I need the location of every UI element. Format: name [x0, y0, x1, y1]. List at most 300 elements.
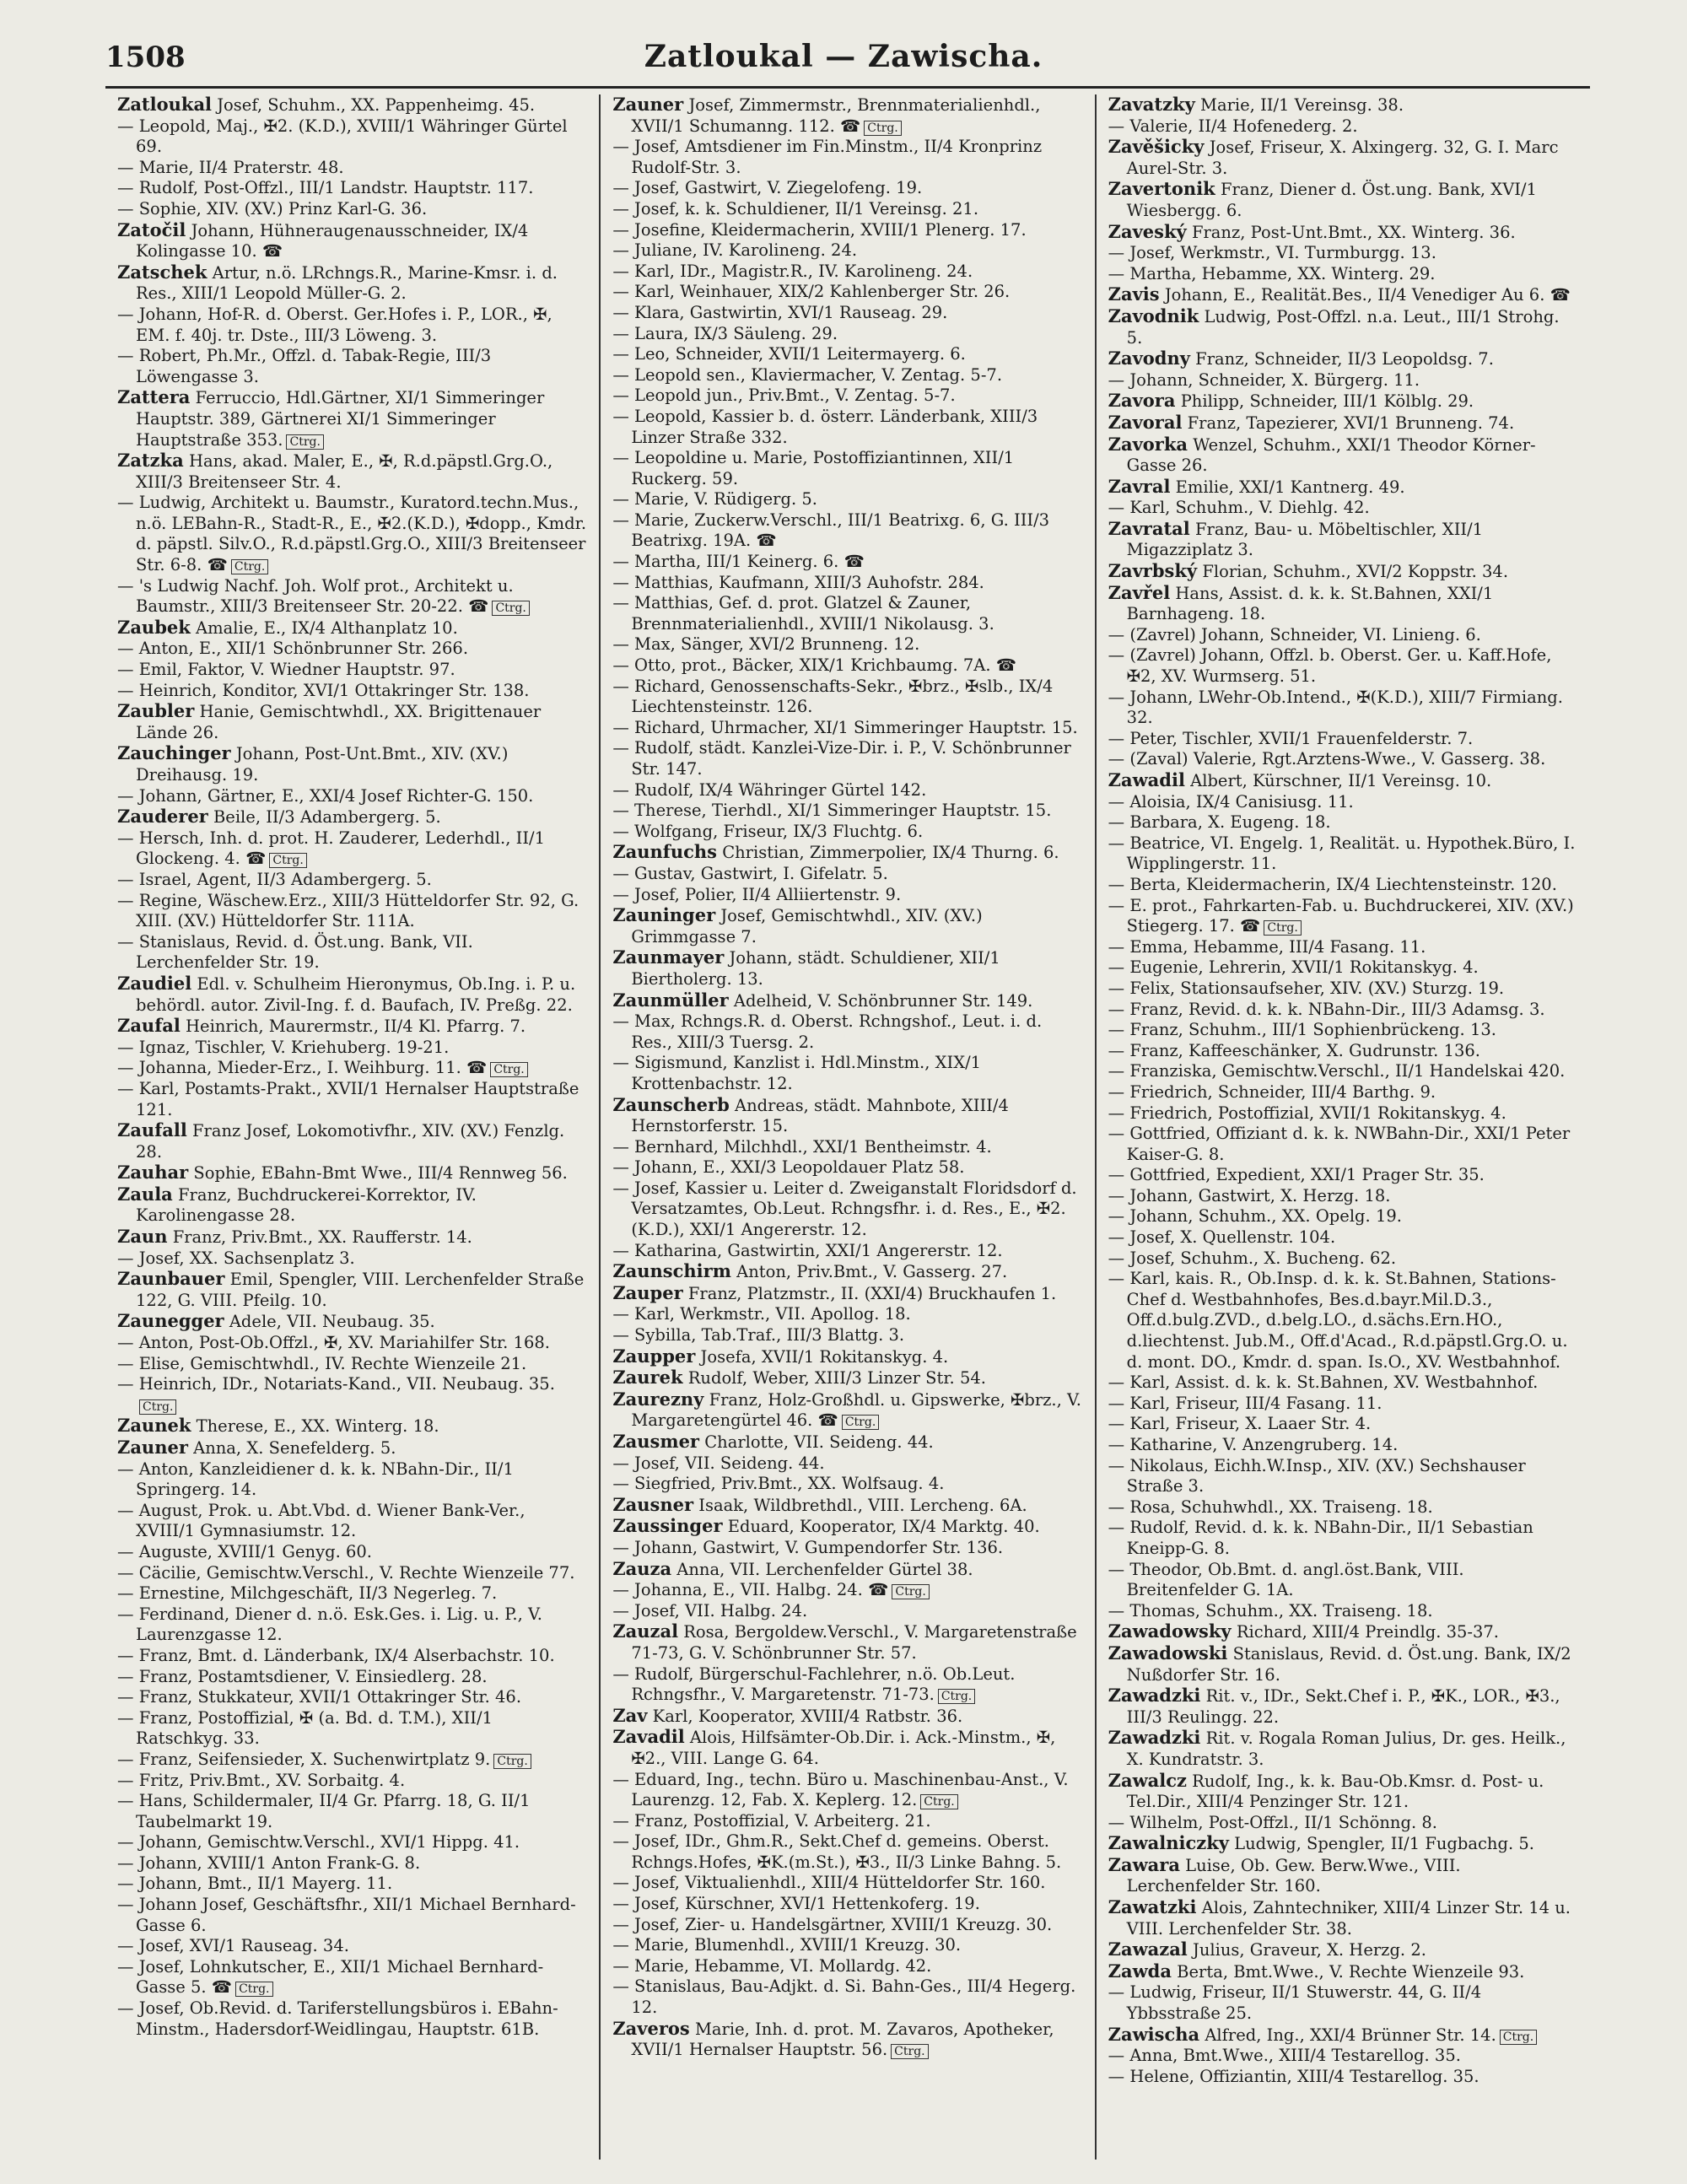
directory-entry [117, 1184, 587, 1227]
entry-surname: Zaunschirm [612, 1260, 731, 1282]
entry-surname: Zavěšicky [1108, 136, 1205, 158]
directory-entry [117, 305, 587, 346]
entry-text: Franz, Diener d. Öst.ung. Bank, XVI/1 Wiesbergg. 6. [1126, 180, 1537, 220]
directory-entry [612, 1706, 1082, 1728]
directory-entry [612, 386, 1082, 407]
entry-surname: Zavřel [1108, 581, 1171, 603]
directory-entry [117, 870, 587, 891]
directory-entry [117, 158, 587, 179]
entry-text: — Israel, Agent, II/3 Adambergerg. 5. [117, 869, 432, 889]
entry-text: Adele, VII. Neubaug. 35. [229, 1312, 435, 1332]
directory-entry [612, 199, 1082, 220]
entry-text: — Hersch, Inh. d. prot. H. Zauderer, Lederhdl., II/1 Glockeng. 4. ☎ [117, 828, 546, 869]
entry-surname: Zauza [612, 1557, 672, 1579]
entry-text: Franz, Priv.Bmt., XX. Raufferstr. 14. [172, 1227, 472, 1248]
directory-entry [612, 1474, 1082, 1495]
entry-text: — Regine, Wäschew.Erz., XIII/3 Hütteldorfer Str. 92, G. XIII. (XV.) Hütteldorfer Str. 111A. [117, 890, 579, 931]
entry-text: — Franz, Postamtsdiener, V. Einsiedlerg. 28. [117, 1666, 488, 1686]
entry-surname: Zaunmüller [612, 989, 729, 1011]
entry-text: — Josef, IDr., Ghm.R., Sekt.Chef d. gemeins. Oberst. Rchngs.Hofes, ✠K.(m.St.), ✠3., II/3 Linke Bahng. 5. [612, 1831, 1062, 1872]
directory-entry [612, 220, 1082, 241]
entry-text: — Fritz, Priv.Bmt., XV. Sorbaitg. 4. [117, 1770, 406, 1790]
entry-text: Adelheid, V. Schönbrunner Str. 149. [733, 990, 1033, 1011]
entry-text: — Friedrich, Schneider, III/4 Barthg. 9. [1108, 1081, 1436, 1102]
directory-entry [1108, 957, 1578, 979]
entry-text: — 's Ludwig Nachf. Joh. Wolf prot., Architekt u. Baumstr., XIII/3 Breitenseer Str. 20-22. ☎ [117, 575, 514, 617]
entry-text: — Rudolf, Revid. d. k. k. NBahn-Dir., II/1 Sebastian Kneipp-G. 8. [1108, 1518, 1533, 1558]
directory-entry [1108, 1497, 1578, 1518]
entry-surname: Zawara [1108, 1853, 1180, 1875]
directory-entry [612, 801, 1082, 822]
entry-text: Franz, Platzmstr., II. (XXI/4) Bruckhaufen 1. [687, 1283, 1057, 1303]
entry-surname: Zauner [612, 94, 684, 115]
entry-text: Heinrich, Maurermstr., II/4 Kl. Pfarrg. 7. [186, 1017, 526, 1037]
entry-text: — Cäcilie, Gemischtw.Verschl., V. Rechte Wienzeile 77. [117, 1562, 575, 1583]
directory-entry [612, 1915, 1082, 1936]
directory-entry [117, 1563, 587, 1584]
directory-entry [612, 365, 1082, 386]
entry-text: — Josef, Zier- u. Handelsgärtner, XVIII/1 Kreuzg. 30. [612, 1914, 1053, 1934]
entry-text: — Leopold jun., Priv.Bmt., V. Zentag. 5-7. [612, 386, 956, 406]
directory-entry [117, 1374, 587, 1416]
entry-text: Johann, Post-Unt.Bmt., XIV. (XV.) Dreihausg. 19. [136, 744, 509, 785]
entry-text: — Berta, Kleidermacherin, IX/4 Liechtensteinstr. 120. [1108, 874, 1557, 894]
entry-surname: Zaufall [117, 1119, 187, 1141]
entry-text: — Josef, XX. Sachsenplatz 3. [117, 1248, 355, 1268]
directory-entry [612, 573, 1082, 594]
entry-text: Sophie, EBahn-Bmt Wwe., III/4 Rennweg 56. [193, 1163, 568, 1184]
directory-entry [1108, 434, 1578, 477]
directory-entry [1108, 1833, 1578, 1855]
directory-entry [117, 1437, 587, 1459]
directory-entry [1108, 1372, 1578, 1394]
entry-text: — Karl, Postamts-Prakt., XVII/1 Hernalser Hauptstraße 121. [117, 1078, 579, 1119]
entry-surname: Zatloukal [117, 94, 213, 115]
entry-text: Josefa, XVII/1 Rokitanskyg. 4. [700, 1346, 949, 1367]
registered-badge: Ctrg. [269, 853, 306, 868]
entry-text: — Ignaz, Tischler, V. Kriehuberg. 19-21. [117, 1037, 450, 1057]
directory-entry [117, 1791, 587, 1832]
directory-entry [1108, 1621, 1578, 1643]
entry-surname: Zaubek [117, 616, 191, 638]
entry-text: — Richard, Genossenschafts-Sekr., ✠brz., ✠slb., IX/4 Liechtensteinstr. 126. [612, 676, 1054, 717]
entry-text: — Franz, Postoffizial, V. Arbeiterg. 21. [612, 1810, 931, 1831]
directory-entry [117, 1162, 587, 1184]
directory-entry [1108, 1601, 1578, 1622]
entry-text: — Rosa, Schuhwhdl., XX. Traiseng. 18. [1108, 1496, 1433, 1517]
directory-entry [612, 1346, 1082, 1368]
directory-entry [1108, 688, 1578, 729]
column-1 [105, 94, 599, 2160]
directory-entry [117, 617, 587, 639]
entry-surname: Zavrbský [1108, 560, 1198, 582]
directory-entry [117, 116, 587, 158]
directory-entry [1108, 875, 1578, 896]
entry-text: — Matthias, Kaufmann, XIII/3 Auhofstr. 284. [612, 572, 984, 592]
entry-text: — Otto, prot., Bäcker, XIX/1 Krichbaumg. 7A. ☎ [612, 655, 1017, 676]
entry-text: Rit. v., IDr., Sekt.Chef i. P., ✠K., LOR., ✠3., III/3 Reulingg. 22. [1126, 1686, 1560, 1727]
directory-entry [117, 346, 587, 387]
entry-text: — Marie, II/4 Praterstr. 48. [117, 157, 344, 177]
entry-text: — Johann, XVIII/1 Anton Frank-G. 8. [117, 1852, 421, 1873]
directory-entry [117, 1957, 587, 1998]
directory-entry [117, 1583, 587, 1604]
entry-text: — Eugenie, Lehrerin, XVII/1 Rokitanskyg. 4. [1108, 957, 1479, 978]
entry-text: — Robert, Ph.Mr., Offzl. d. Tabak-Regie, III/3 Löwengasse 3. [117, 346, 492, 386]
entry-surname: Zaupper [612, 1345, 696, 1367]
directory-entry [1108, 116, 1578, 138]
entry-text: — Johann, Schneider, X. Bürgerg. 11. [1108, 369, 1420, 390]
directory-entry [612, 1432, 1082, 1453]
entry-text: — Martha, III/1 Keinerg. 6. ☎ [612, 552, 865, 572]
entry-surname: Zavorka [1108, 433, 1188, 455]
entry-text: Christian, Zimmerpolier, IX/4 Thurng. 6. [722, 843, 1059, 863]
registered-badge: Ctrg. [864, 121, 901, 136]
directory-entry [1108, 1728, 1578, 1770]
directory-entry [612, 324, 1082, 345]
entry-surname: Zaurek [612, 1367, 683, 1389]
entry-text: Josef, Friseur, X. Alxingerg. 32, G. I. Marc Aurel-Str. 3. [1126, 138, 1559, 178]
directory-entry [117, 1832, 587, 1853]
directory-entry [117, 743, 587, 785]
directory-entry [1108, 561, 1578, 583]
directory-entry [612, 240, 1082, 262]
entry-surname: Zauninger [612, 904, 716, 926]
entry-text: Johann, Hühneraugenausschneider, IX/4 Kolingasse 10. ☎ [136, 220, 529, 262]
entry-text: — Elise, Gemischtwhdl., IV. Rechte Wienzeile 21. [117, 1353, 527, 1373]
directory-entry [1108, 1165, 1578, 1186]
directory-entry [117, 1667, 587, 1688]
directory-entry [1108, 1041, 1578, 1062]
directory-entry [612, 282, 1082, 303]
entry-text: Eduard, Kooperator, IX/4 Marktg. 40. [727, 1517, 1040, 1537]
entry-text: Hans, Assist. d. k. k. St.Bahnen, XXI/1 Barnhageng. 18. [1126, 583, 1494, 624]
directory-entry [1108, 625, 1578, 646]
directory-entry [117, 576, 587, 617]
entry-text: Philipp, Schneider, III/1 Kölblg. 29. [1180, 391, 1474, 412]
entry-text: — Franz, Bmt. d. Länderbank, IX/4 Alserbachstr. 10. [117, 1645, 555, 1665]
entry-surname: Zauper [612, 1281, 683, 1303]
entry-text: Edl. v. Schulheim Hieronymus, Ob.Ing. i. P. u. behördl. autor. Zivil-Ing. f. d. Baufach, IV. Preßg. 22. [136, 973, 576, 1015]
entry-text: Franz, Holz-Großhdl. u. Gipswerke, ✠brz., V. Margaretengürtel 46. ☎ [631, 1389, 1081, 1431]
entry-text: Artur, n.ö. LRchngs.R., Marine-Kmsr. i. d. Res., XIII/1 Leopold Müller-G. 2. [136, 262, 558, 304]
entry-text: — Josef, Kürschner, XVI/1 Hettenkoferg. 19. [612, 1894, 980, 1914]
entry-text: — Emma, Hebamme, III/4 Fasang. 11. [1108, 936, 1426, 957]
entry-surname: Zaveros [612, 2017, 690, 2039]
entry-surname: Zav [612, 1704, 648, 1726]
entry-text: — Karl, Weinhauer, XIX/2 Kahlenberger Str. 26. [612, 282, 1011, 302]
directory-entry [117, 387, 587, 450]
registered-badge: Ctrg. [892, 1584, 929, 1599]
entry-surname: Zaunek [117, 1415, 191, 1437]
entry-text: Marie, II/1 Vereinsg. 38. [1199, 95, 1404, 115]
entry-text: Alfred, Ing., XXI/4 Brünner Str. 14. [1205, 2025, 1496, 2045]
directory-entry [612, 1367, 1082, 1389]
directory-entry [117, 1646, 587, 1667]
registered-badge: Ctrg. [920, 1794, 957, 1809]
entry-text: — Rudolf, Post-Offzl., III/1 Landstr. Hauptstr. 117. [117, 178, 534, 198]
entry-text: — Karl, Friseur, X. Laaer Str. 4. [1108, 1414, 1372, 1434]
entry-text: — Josef, VII. Seideng. 44. [612, 1453, 825, 1473]
directory-entry [117, 1354, 587, 1375]
directory-entry [1108, 583, 1578, 625]
directory-entry [117, 220, 587, 262]
entry-text: — Emil, Faktor, V. Wiedner Hauptstr. 97. [117, 660, 455, 680]
directory-entry [1108, 1560, 1578, 1601]
directory-entry [1108, 729, 1578, 750]
entry-surname: Zawalniczky [1108, 1832, 1229, 1854]
entry-text: Therese, E., XX. Winterg. 18. [196, 1416, 439, 1437]
directory-entry [117, 1936, 587, 1957]
entry-text: Hanie, Gemischtwhdl., XX. Brigittenauer Lände 26. [136, 702, 542, 742]
registered-badge: Ctrg. [842, 1415, 879, 1430]
entry-text: — (Zaval) Valerie, Rgt.Arztens-Wwe., V. Gasserg. 38. [1108, 749, 1546, 769]
entry-surname: Zawadowski [1108, 1642, 1228, 1664]
directory-entry [1108, 1124, 1578, 1165]
directory-entry [612, 178, 1082, 199]
entry-surname: Zauzal [612, 1620, 679, 1642]
directory-entry [117, 1269, 587, 1311]
directory-entry [1108, 1206, 1578, 1227]
directory-entry [612, 1495, 1082, 1517]
entry-text: — Franz, Schuhm., III/1 Sophienbrückeng. 13. [1108, 1020, 1496, 1040]
directory-entry [612, 718, 1082, 739]
column-2 [599, 94, 1094, 2160]
entry-text: Rudolf, Weber, XIII/3 Linzer Str. 54. [687, 1368, 986, 1389]
entry-text: Anna, X. Senefelderg. 5. [193, 1438, 396, 1458]
directory-entry [1108, 1103, 1578, 1124]
entry-text: — Johann, Gastwirt, X. Herzg. 18. [1108, 1185, 1391, 1205]
directory-columns [105, 94, 1590, 2160]
directory-entry [612, 489, 1082, 510]
directory-entry [117, 1248, 587, 1270]
entry-surname: Zaunscherb [612, 1093, 730, 1115]
entry-text: Beile, II/3 Adambergerg. 5. [213, 807, 441, 828]
directory-entry [1108, 770, 1578, 792]
entry-text: — Josef, Polier, II/4 Alliiertenstr. 9. [612, 884, 902, 904]
directory-entry [1108, 348, 1578, 370]
directory-entry [612, 1664, 1082, 1706]
directory-entry [612, 1516, 1082, 1538]
entry-text: — Johann, Gemischtw.Verschl., XVI/1 Hippg. 41. [117, 1832, 520, 1852]
entry-text: — Franz, Kaffeeschänker, X. Gudrunstr. 136. [1108, 1040, 1480, 1060]
entry-text: — Karl, Assist. d. k. k. St.Bahnen, XV. Westbahnhof. [1108, 1372, 1539, 1393]
entry-text: Johann, städt. Schuldiener, XII/1 Biertholerg. 13. [631, 948, 1000, 989]
entry-text: — Ernestine, Milchgeschäft, II/3 Negerleg. 7. [117, 1583, 498, 1604]
directory-entry [117, 891, 587, 932]
entry-text: Ferruccio, Hdl.Gärtner, XI/1 Simmeringer Hauptstr. 389, Gärtnerei XI/1 Simmeringer Hauptstraße 353. [136, 388, 545, 450]
entry-surname: Zavral [1108, 475, 1171, 497]
entry-text: — Valerie, II/4 Hofenederg. 2. [1108, 116, 1358, 136]
directory-entry [1108, 792, 1578, 813]
entry-surname: Zatzka [117, 450, 184, 472]
directory-entry [117, 1771, 587, 1792]
entry-text: — Franz, Stukkateur, XVII/1 Ottakringer Str. 46. [117, 1687, 522, 1707]
entry-text: Anton, Priv.Bmt., V. Gasserg. 27. [736, 1262, 1008, 1282]
directory-entry [1108, 1813, 1578, 1834]
entry-text: — Therese, Tierhdl., XI/1 Simmeringer Hauptstr. 15. [612, 801, 1052, 821]
directory-entry [117, 1687, 587, 1708]
directory-entry [612, 885, 1082, 906]
entry-text: — Felix, Stationsaufseher, XIV. (XV.) Sturzg. 19. [1108, 978, 1505, 998]
entry-text: — Gottfried, Offiziant d. k. k. NWBahn-Dir., XXI/1 Peter Kaiser-G. 8. [1108, 1124, 1571, 1164]
entry-text: — Karl, Friseur, III/4 Fasang. 11. [1108, 1393, 1382, 1413]
directory-entry [117, 1604, 587, 1646]
directory-entry [612, 1956, 1082, 1977]
directory-entry [612, 1453, 1082, 1475]
entry-text: — (Zavrel) Johann, Offzl. b. Oberst. Ger. u. Kaff.Hofe, ✠2, XV. Wurmserg. 51. [1108, 645, 1552, 687]
entry-surname: Zaunfuchs [612, 841, 717, 863]
entry-text: — Franz, Revid. d. k. k. NBahn-Dir., III/3 Adamsg. 3. [1108, 999, 1545, 1019]
entry-text: — Franz, Postoffizial, ✠ (a. Bd. d. T.M.), XII/1 Ratschkyg. 33. [117, 1707, 493, 1749]
entry-text: — Max, Rchngs.R. d. Oberst. Rchngshof., Leut. i. d. Res., XIII/3 Tuersg. 2. [612, 1011, 1043, 1052]
entry-text: — Josef, Ob.Revid. d. Tariferstellungsbüros i. EBahn-Minstm., Hadersdorf-Weidlingau, Hauptstr. 61B. [117, 1998, 558, 2039]
entry-surname: Zavadil [612, 1726, 685, 1748]
entry-text: — Anton, E., XII/1 Schönbrunner Str. 266. [117, 639, 469, 659]
entry-text: — Rudolf, IX/4 Währinger Gürtel 142. [612, 779, 927, 800]
header-rule [105, 86, 1590, 89]
directory-entry [612, 1241, 1082, 1262]
directory-page [97, 34, 1590, 2160]
entry-text: Luise, Ob. Gew. Berw.Wwe., VIII. Lerchenfelder Str. 160. [1126, 1855, 1461, 1896]
registered-badge: Ctrg. [891, 2044, 928, 2059]
directory-entry [117, 806, 587, 828]
directory-entry [1108, 1961, 1578, 1983]
directory-entry [1108, 413, 1578, 434]
entry-text: — Auguste, XVIII/1 Genyg. 60. [117, 1541, 372, 1561]
directory-entry [1108, 1435, 1578, 1456]
entry-text: — Stanislaus, Bau-Adjkt. d. Si. Bahn-Ges., III/4 Hegerg. 12. [612, 1976, 1076, 2018]
entry-text: Hans, akad. Maler, E., ✠, R.d.päpstl.Grg.O., XIII/3 Breitenseer Str. 4. [136, 451, 553, 492]
running-title: Zatloukal — Zawischa. [644, 39, 1043, 74]
directory-entry [1108, 2025, 1578, 2046]
registered-badge: Ctrg. [490, 1062, 527, 1077]
entry-text: — Johann, Schuhm., XX. Opelg. 19. [1108, 1206, 1402, 1227]
directory-entry [117, 1501, 587, 1542]
entry-surname: Zauhar [117, 1162, 189, 1184]
directory-entry [1108, 896, 1578, 937]
entry-text: Isaak, Wildbrethdl., VIII. Lercheng. 6A. [698, 1495, 1027, 1515]
directory-entry [1108, 1394, 1578, 1415]
entry-text: — Leopold, Kassier b. d. österr. Länderbank, XIII/3 Linzer Straße 332. [612, 406, 1038, 447]
entry-surname: Zawadowsky [1108, 1620, 1232, 1642]
registered-badge: Ctrg. [938, 1689, 975, 1704]
directory-entry [612, 1976, 1082, 2018]
entry-surname: Zausmer [612, 1431, 700, 1452]
directory-entry [117, 1874, 587, 1895]
entry-text: — Matthias, Gef. d. prot. Glatzel & Zauner, Brennmaterialienhdl., XVIII/1 Nikolausg. 3. [612, 593, 994, 634]
entry-surname: Zaula [117, 1183, 173, 1205]
directory-entry [612, 1894, 1082, 1915]
entry-text: Emil, Spengler, VIII. Lerchenfelder Straße 122, G. VIII. Pfeilg. 10. [136, 1270, 585, 1310]
entry-surname: Zaveský [1108, 220, 1187, 242]
directory-entry [612, 1621, 1082, 1664]
directory-entry [117, 1416, 587, 1437]
directory-entry [612, 905, 1082, 947]
entry-surname: Zavatzky [1108, 94, 1195, 115]
directory-entry [612, 1559, 1082, 1581]
entry-surname: Zavoral [1108, 411, 1183, 433]
directory-entry [117, 1038, 587, 1059]
entry-text: Franz Josef, Lokomotivfhr., XIV. (XV.) Fenzlg. 28. [136, 1121, 565, 1162]
entry-text: — Leopoldine u. Marie, Postoffiziantinnen, XII/1 Ruckerg. 59. [612, 448, 1015, 488]
directory-entry [612, 303, 1082, 324]
directory-entry [1108, 1000, 1578, 1021]
entry-text: — Josef, Viktualienhdl., XIII/4 Hütteldorfer Str. 160. [612, 1873, 1046, 1893]
entry-text: Johann, E., Realität.Bes., II/4 Venediger Au 6. ☎ [1164, 285, 1571, 305]
entry-surname: Zatočil [117, 218, 186, 240]
entry-text: — Johanna, E., VII. Halbg. 24. ☎ [612, 1580, 889, 1600]
entry-surname: Zawadil [1108, 769, 1185, 790]
entry-text: — Karl, Schuhm., V. Diehlg. 42. [1108, 498, 1370, 518]
entry-text: — Ludwig, Friseur, II/1 Stuwerstr. 44, G. II/4 Ybbsstraße 25. [1108, 1982, 1482, 2024]
directory-entry [1108, 812, 1578, 833]
directory-entry [1108, 1248, 1578, 1270]
entry-surname: Zavodnik [1108, 305, 1199, 326]
entry-text: — Josef, Gastwirt, V. Ziegelofeng. 19. [612, 178, 923, 198]
directory-entry [612, 947, 1082, 990]
directory-entry [117, 1333, 587, 1354]
entry-text: Richard, XIII/4 Preindlg. 35-37. [1236, 1622, 1500, 1642]
entry-surname: Zaufal [117, 1015, 181, 1037]
entry-text: — (Zavrel) Johann, Schneider, VI. Linieng. 6. [1108, 624, 1481, 644]
directory-entry [1108, 979, 1578, 1000]
entry-text: Ludwig, Post-Offzl. n.a. Leut., III/1 Strohg. 5. [1126, 306, 1560, 348]
directory-entry [117, 262, 587, 305]
entry-text: — Heinrich, Konditor, XVI/1 Ottakringer Str. 138. [117, 680, 530, 700]
entry-surname: Zawda [1108, 1960, 1172, 1982]
entry-surname: Zawatzki [1108, 1896, 1197, 1918]
directory-entry [117, 660, 587, 681]
directory-entry [612, 1283, 1082, 1305]
directory-entry [612, 1325, 1082, 1346]
entry-surname: Zavertonik [1108, 178, 1215, 200]
directory-entry [612, 1053, 1082, 1094]
directory-entry [1108, 2067, 1578, 2088]
entry-surname: Zaunegger [117, 1310, 224, 1332]
entry-text: — Josefine, Kleidermacherin, XVIII/1 Plenerg. 17. [612, 219, 1027, 240]
directory-entry [612, 407, 1082, 448]
entry-text: — Johann, Hof-R. d. Oberst. Ger.Hofes i. P., LOR., ✠, EM. f. 40j. tr. Dste., III/3 Löweng. 3. [117, 304, 552, 345]
directory-entry [117, 493, 587, 575]
directory-entry [117, 1459, 587, 1501]
directory-entry [117, 701, 587, 743]
directory-entry [117, 828, 587, 870]
entry-text: Marie, Inh. d. prot. M. Zavaros, Apotheker, XVII/1 Hernalser Hauptstr. 56. [631, 2019, 1054, 2060]
entry-text: Julius, Graveur, X. Herzg. 2. [1193, 1940, 1426, 1960]
entry-text: — Sophie, XIV. (XV.) Prinz Karl-G. 36. [117, 198, 428, 218]
directory-entry [612, 990, 1082, 1012]
directory-entry [1108, 833, 1578, 875]
entry-text: Florian, Schuhm., XVI/2 Koppstr. 34. [1202, 562, 1509, 582]
entry-text: — Anton, Post-Ob.Offzl., ✠, XV. Mariahilfer Str. 168. [117, 1333, 550, 1353]
directory-entry [612, 1157, 1082, 1178]
entry-text: — Siegfried, Priv.Bmt., XX. Wolfsaug. 4. [612, 1474, 945, 1494]
entry-text: Ludwig, Spengler, II/1 Fugbachg. 5. [1234, 1834, 1534, 1854]
entry-text: — Johann, Bmt., II/1 Mayerg. 11. [117, 1874, 393, 1894]
directory-entry [612, 1261, 1082, 1283]
entry-text: — Katharina, Gastwirtin, XXI/1 Angererstr. 12. [612, 1240, 1003, 1260]
entry-surname: Zatschek [117, 261, 208, 283]
directory-entry [1108, 519, 1578, 561]
registered-badge: Ctrg. [1500, 2030, 1537, 2045]
directory-entry [612, 94, 1082, 137]
entry-text: — Franziska, Gemischtw.Verschl., II/1 Handelskai 420. [1108, 1061, 1566, 1081]
entry-surname: Zauchinger [117, 742, 231, 764]
entry-text: — Barbara, X. Eugeng. 18. [1108, 812, 1331, 833]
directory-entry [1108, 1518, 1578, 1559]
entry-text: Berta, Bmt.Wwe., V. Rechte Wienzeile 93. [1177, 1961, 1525, 1982]
